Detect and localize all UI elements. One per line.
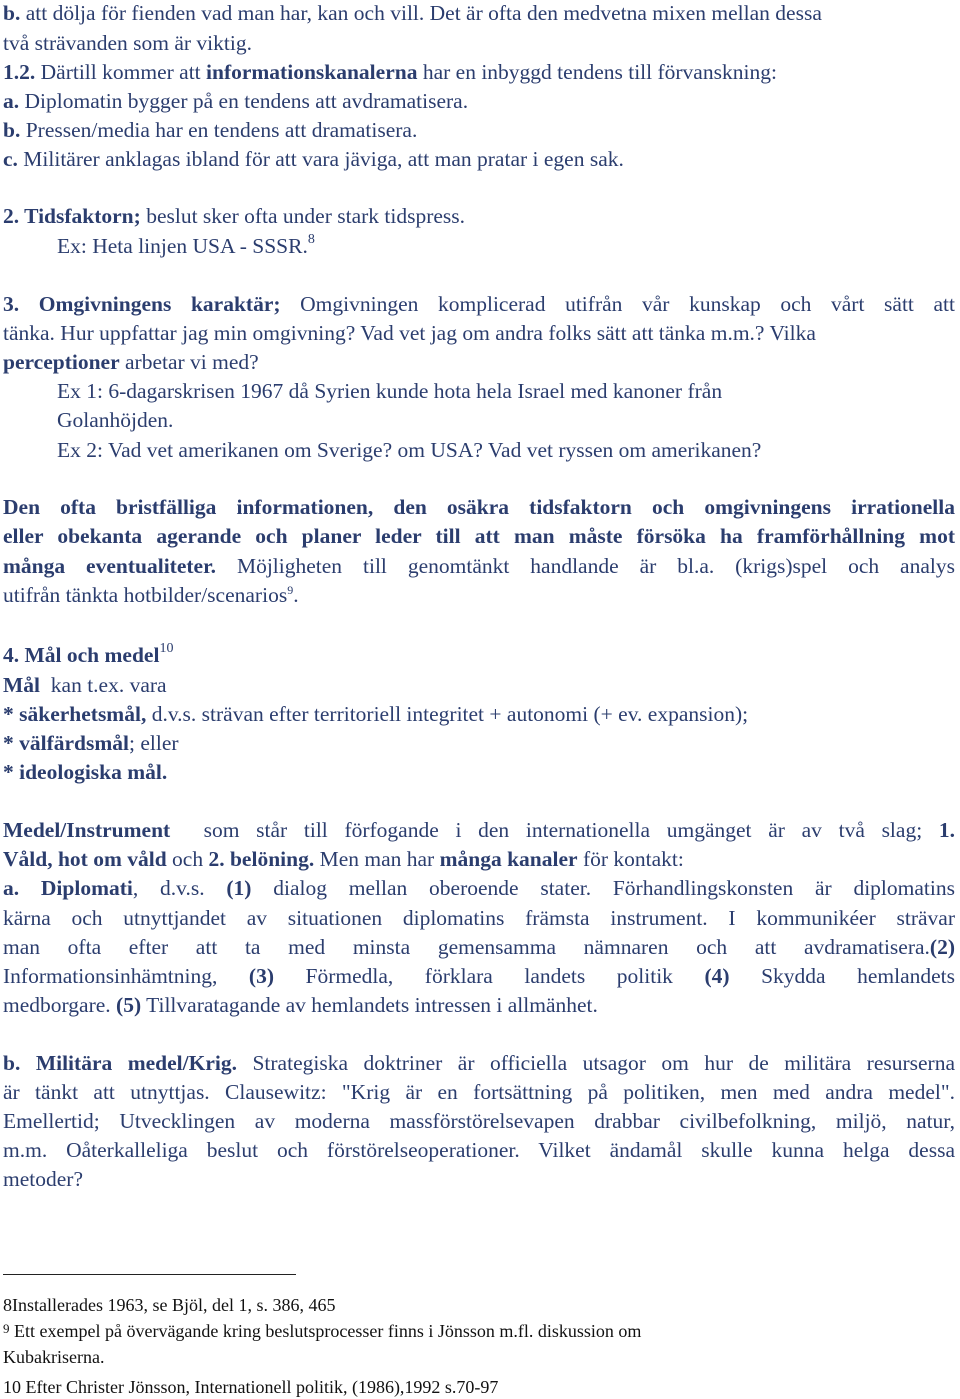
text-line: två strävanden som är viktig. [3, 31, 252, 55]
text-line: a. Diplomati, d.v.s. (1) dialog mellan oberoende stater. Förhandlingskonsten är diplomatins [3, 876, 955, 900]
text-line: många eventualiteter. Möjligheten till genomtänkt handlande är bl.a. (krigs)spel och analys [3, 554, 955, 578]
text-line: perceptioner arbetar vi med? [3, 350, 259, 374]
footnote-divider [3, 1274, 296, 1275]
text-line: Emellertid; Utvecklingen av moderna massförstörelsevapen drabbar civilbefolkning, miljö, natur, [3, 1109, 955, 1133]
text-line: Ex 1: 6-dagarskrisen 1967 då Syrien kunde hota hela Israel med kanoner från [57, 379, 723, 403]
footnote: $^9$ Ett exempel på övervägande kring beslutsprocesser finns i Jönsson m.fl. diskussion om [3, 1321, 642, 1341]
text-line: Informationsinhämtning, (3) Förmedla, förklara landets politik (4) Skydda hemlandets [3, 964, 956, 988]
text-line: Golanhöjden. [57, 408, 174, 432]
text-line: a. Diplomatin bygger på en tendens att avdramatisera. [3, 89, 469, 113]
text-line: * säkerhetsmål, d.v.s. strävan efter territoriell integritet + autonomi (+ ev. expansion); [3, 702, 749, 726]
text-line: * ideologiska mål. [3, 760, 168, 784]
text-line: man ofta efter att ta med minsta gemensamma nämnaren och att avdramatisera.(2) [3, 935, 955, 959]
text-line: tänka. Hur uppfattar jag min omgivning? Vad vet jag om andra folks sätt att tänka m.m.? Vilka [3, 321, 816, 345]
text-line: Ex 2: Vad vet amerikanen om Sverige? om USA? Vad vet ryssen om amerikanen? [57, 438, 762, 462]
text-line: metoder? [3, 1167, 83, 1191]
text-line: är tänkt att utnyttjas. Clausewitz: "Krig är en fortsättning på politiken, men med andra medel". [3, 1080, 955, 1104]
text-line: Mål kan t.ex. vara [3, 673, 167, 697]
text-line: Våld, hot om våld och 2. belöning. Men man har många kanaler för kontakt: [3, 847, 684, 871]
footnote-ref: 9 [287, 583, 294, 597]
text-line: Medel/Instrument som står till förfogande i den internationella umgänget är av två slag; 1. [3, 818, 955, 842]
footnote-ref: 8 [307, 232, 315, 247]
text-line: Ex: Heta linjen USA - SSSR.$^8$ [57, 232, 315, 258]
text-line: c. Militärer anklagas ibland för att vara jäviga, att man pratar i egen sak. [3, 147, 624, 171]
footnote: 8Installerades 1963, se Bjöl, del 1, s. 386, 465 [3, 1295, 336, 1315]
text-line: medborgare. (5) Tillvaratagande av hemlandets intressen i allmänhet. [3, 993, 598, 1017]
text-line: b. Militära medel/Krig. Strategiska doktriner är officiella utsagor om hur de militära resurserna [3, 1051, 955, 1075]
text-line: b. Pressen/media har en tendens att dramatisera. [3, 118, 418, 142]
text-line: kärna och utnyttjandet av situationen diplomatins främsta instrument. I kommunikéer strävar [3, 906, 955, 930]
text-line: 2. Tidsfaktorn; beslut sker ofta under stark tidspress. [3, 204, 466, 228]
text-line: m.m. Oåterkalleliga beslut och förstörelseoperationer. Vilket ändamål skulle kunna helga dessa [3, 1138, 955, 1162]
text-line: Den ofta bristfälliga informationen, den osäkra tidsfaktorn och omgivningens irrationella [3, 495, 955, 519]
footnote: 10 Efter Christer Jönsson, Internationell politik, (1986),1992 s.70-97 [3, 1377, 499, 1397]
text-line: utifrån tänkta hotbilder/scenarios$^9$. [3, 583, 299, 607]
text-line: 1.2. Därtill kommer att informationskanalerna har en inbyggd tendens till förvanskning: [3, 60, 777, 84]
footnote-ref: 10 [159, 641, 174, 656]
text-line: * välfärdsmål; eller [3, 731, 179, 755]
text-line: eller obekanta agerande och planer leder till att man måste försöka ha framförhållning mot [3, 524, 955, 548]
text-line: 3. Omgivningens karaktär; Omgivningen komplicerad utifrån vår kunskap och vårt sätt att [3, 292, 956, 316]
footnote: Kubakriserna. [3, 1347, 105, 1367]
section-heading: 4. Mål och medel$^{10}$ [3, 641, 174, 667]
text-line: b. att dölja för fienden vad man har, kan och vill. Det är ofta den medvetna mixen mellan dessa [3, 1, 822, 25]
